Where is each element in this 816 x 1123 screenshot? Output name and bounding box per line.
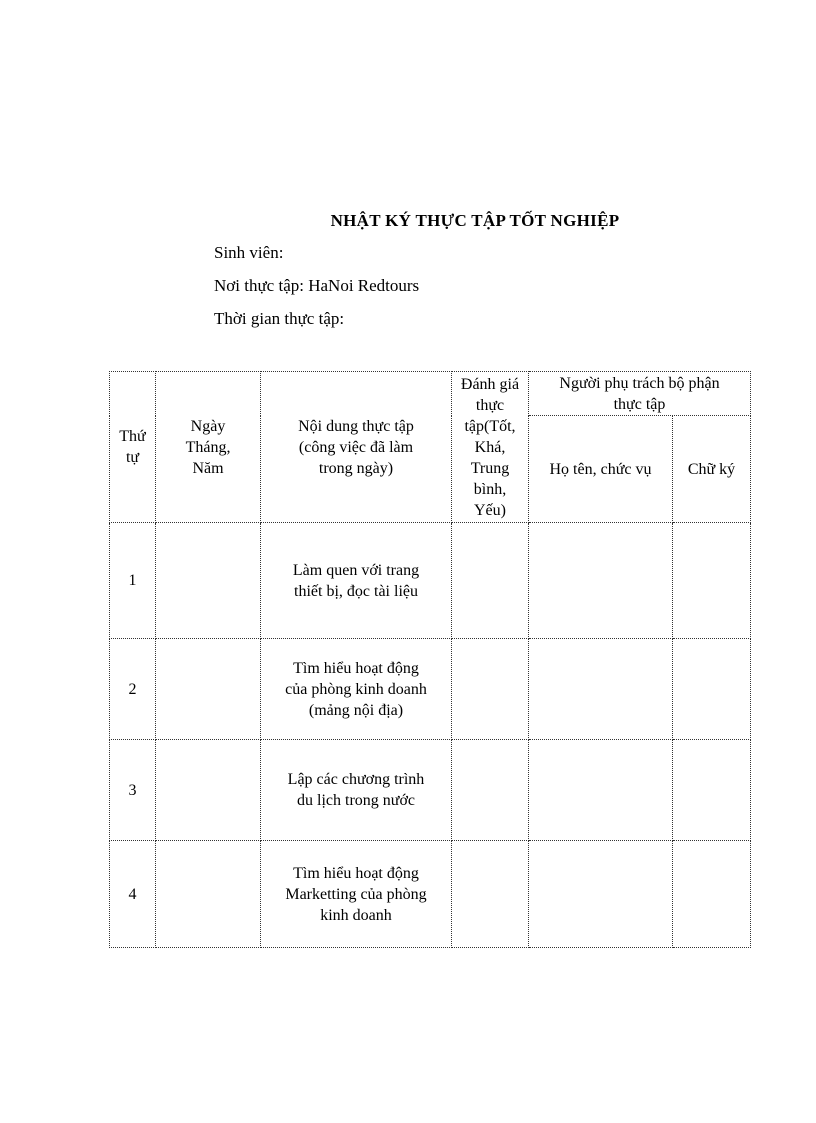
row-date	[156, 639, 261, 740]
header-evaluation-line: Trung	[470, 459, 510, 477]
header-content-line: Nội dung thực tập	[298, 417, 414, 435]
table-row	[110, 740, 751, 841]
header-name-position: Họ tên, chức vụ	[529, 416, 673, 523]
internship-journal-table	[109, 371, 751, 948]
row-order: 2	[110, 639, 156, 740]
internship-place: Nơi thực tập: HaNoi Redtours	[214, 276, 420, 295]
header-evaluation-line: bình,	[473, 480, 507, 498]
header-evaluation	[452, 372, 529, 523]
header-supervisor-line: Người phụ trách bộ phận	[559, 374, 720, 392]
row-content	[261, 639, 452, 740]
document-title: NHẬT KÝ THỰC TẬP TỐT NGHIỆP	[330, 211, 620, 230]
header-order	[110, 372, 156, 523]
row-signature	[673, 639, 751, 740]
table-row	[110, 841, 751, 948]
row-content-line: thiết bị, đọc tài liệu	[294, 582, 418, 600]
header-evaluation-line: tập(Tốt,	[464, 417, 516, 435]
row-evaluation	[452, 523, 529, 639]
table-row	[110, 523, 751, 639]
header-content	[261, 372, 452, 523]
row-content-line: Tìm hiểu hoạt động	[293, 659, 419, 677]
row-date	[156, 523, 261, 639]
student-label: Sinh viên:	[214, 243, 284, 262]
header-order-line: Thứ	[119, 428, 146, 445]
row-date	[156, 740, 261, 841]
header-evaluation-line: Đánh giá	[460, 375, 520, 393]
header-content-line: trong ngày)	[318, 459, 394, 477]
row-signature	[673, 841, 751, 948]
row-content	[261, 523, 452, 639]
row-signature	[673, 740, 751, 841]
header-date-line: Năm	[192, 459, 224, 477]
header-supervisor	[529, 372, 751, 416]
row-name-position	[529, 639, 673, 740]
row-name-position	[529, 523, 673, 639]
row-order: 1	[110, 523, 156, 639]
row-content	[261, 740, 452, 841]
row-content-line: kinh doanh	[320, 906, 392, 924]
header-order-line: tự	[125, 449, 140, 466]
table-row	[110, 639, 751, 740]
header-date-line: Tháng,	[185, 438, 231, 456]
header-date-line: Ngày	[190, 417, 226, 435]
row-content-line: Làm quen với trang	[292, 561, 420, 579]
row-content-line: Marketting của phòng	[285, 885, 427, 903]
row-content-line: của phòng kinh doanh	[285, 680, 427, 698]
row-content-line: Tìm hiểu hoạt động	[293, 864, 419, 882]
internship-time: Thời gian thực tập:	[214, 309, 345, 328]
row-signature	[673, 523, 751, 639]
header-supervisor-line: thực tập	[613, 395, 666, 413]
row-name-position	[529, 740, 673, 841]
header-evaluation-line: Yếu)	[474, 501, 506, 519]
row-evaluation	[452, 740, 529, 841]
header-content-line: (công việc đã làm	[298, 438, 414, 456]
row-content-line: Lập các chương trình	[287, 771, 425, 788]
row-content	[261, 841, 452, 948]
row-order: 4	[110, 841, 156, 948]
row-order: 3	[110, 740, 156, 841]
row-content-line: (mảng nội địa)	[308, 701, 404, 719]
row-evaluation	[452, 639, 529, 740]
row-evaluation	[452, 841, 529, 948]
header-evaluation-line: Khá,	[474, 438, 506, 456]
row-name-position	[529, 841, 673, 948]
header-signature: Chữ ký	[673, 416, 751, 523]
header-evaluation-line: thực	[475, 396, 505, 414]
row-date	[156, 841, 261, 948]
row-content-line: du lịch trong nước	[297, 792, 415, 809]
header-date	[156, 372, 261, 523]
